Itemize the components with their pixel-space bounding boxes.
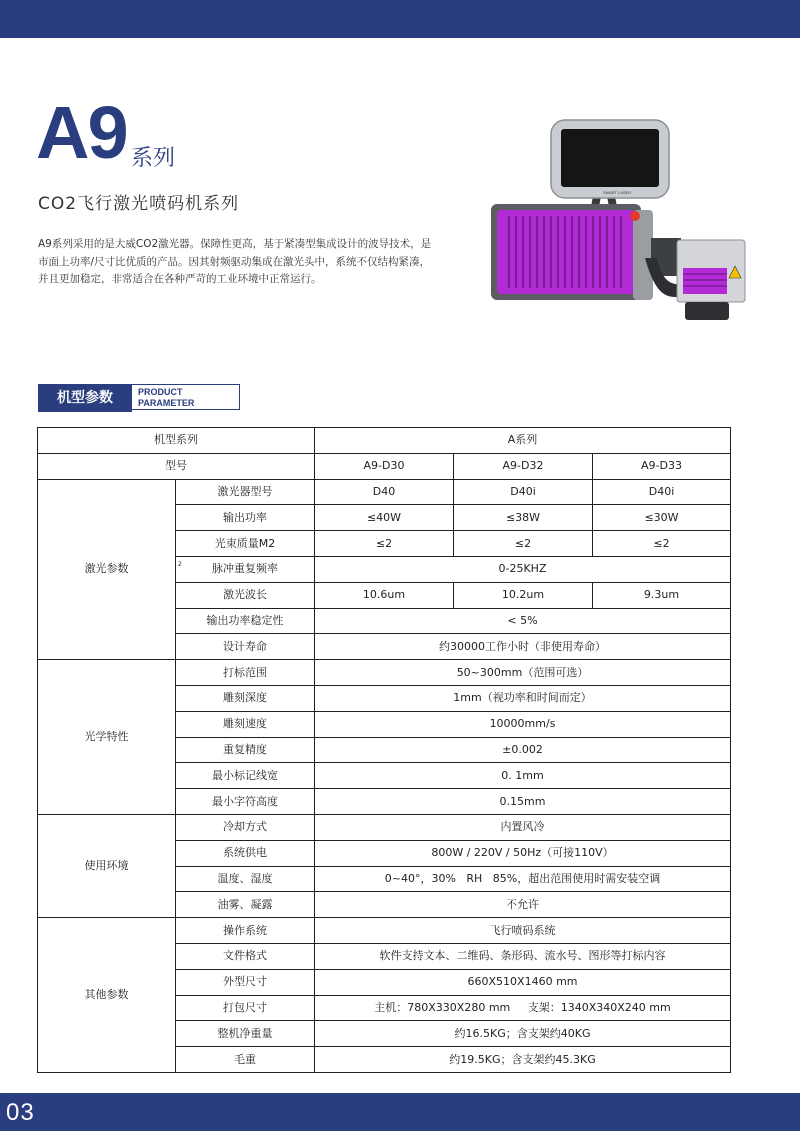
- param-label-cell: 雕刻深度: [176, 685, 315, 711]
- param-label-cell: 最小字符高度: [176, 789, 315, 815]
- intro-paragraph: A9系列采用的是大威CO2激光器。保障性更高，基于紧凑型集成设计的波导技术，是市面上功率/尺寸比优质的产品。因其射频驱动集成在激光头中，系统不仅结构紧凑，并且更加稳定，非常适合在各种严苛的工业环境中正常运行。: [38, 238, 432, 285]
- param-value-cell: 0. 1mm: [315, 763, 731, 789]
- top-bar: [0, 0, 800, 38]
- param-value-cell: 0~40°，30% RH 85%，超出范围使用时需安装空调: [315, 866, 731, 892]
- param-label-cell: 重复精度: [176, 737, 315, 763]
- group-label-cell: 其他参数: [38, 918, 176, 1073]
- series-code: A9: [36, 91, 127, 174]
- param-label-cell: 毛重: [176, 1047, 315, 1073]
- param-value-cell: 内置风冷: [315, 814, 731, 840]
- param-value-cell: 约19.5KG；含支架约45.3KG: [315, 1047, 731, 1073]
- screen-brand: SMART LASER: [603, 190, 632, 195]
- param-value-cell: 1mm（视功率和时间而定）: [315, 685, 731, 711]
- table-row: [38, 918, 731, 944]
- param-value-cell: 约16.5KG；含支架约40KG: [315, 1021, 731, 1047]
- section-title-en-line1: PRODUCT: [138, 387, 183, 397]
- param-value-cell: ≤38W: [454, 505, 593, 531]
- param-value-cell: D40i: [593, 479, 731, 505]
- param-label-cell: 雕刻速度: [176, 711, 315, 737]
- param-label-cell: 设计寿命: [176, 634, 315, 660]
- group-label-cell: 使用环境: [38, 814, 176, 917]
- section-title-en: [132, 384, 240, 410]
- series-value-cell: A系列: [315, 428, 731, 454]
- param-label-cell: 打标范围: [176, 660, 315, 686]
- param-value-cell: 0.15mm: [315, 789, 731, 815]
- param-label-cell: 激光器型号: [176, 479, 315, 505]
- table-row: [38, 660, 731, 686]
- param-label-cell: 激光波长: [176, 582, 315, 608]
- param-label-cell: 冷却方式: [176, 814, 315, 840]
- param-value-cell: D40i: [454, 479, 593, 505]
- param-value-cell: 10.2um: [454, 582, 593, 608]
- param-value-cell: 660X510X1460 mm: [315, 969, 731, 995]
- param-value-cell: 约30000工作小时（非使用寿命）: [315, 634, 731, 660]
- table-row: [38, 479, 731, 505]
- param-label-cell: 输出功率: [176, 505, 315, 531]
- series-label-cell: 机型系列: [38, 428, 315, 454]
- param-label-text: 脉冲重复频率: [212, 562, 278, 576]
- param-label-cell: 最小标记线宽: [176, 763, 315, 789]
- group-label-cell: 激光参数: [38, 479, 176, 660]
- param-label-cell: 光束质量M2: [176, 531, 315, 557]
- param-label-cell: [176, 556, 315, 582]
- model-cell: A9-D32: [454, 453, 593, 479]
- section-title-cn: 机型参数: [38, 384, 132, 412]
- table-row: [38, 453, 731, 479]
- param-label-cell: 操作系统: [176, 918, 315, 944]
- parameter-table: [37, 427, 731, 1073]
- table-row: [38, 814, 731, 840]
- section-title-en-line2: PARAMETER: [138, 398, 195, 408]
- param-value-cell: D40: [315, 479, 454, 505]
- group-label-cell: 光学特性: [38, 660, 176, 815]
- param-value-cell: ≤30W: [593, 505, 731, 531]
- param-label-cell: 整机净重量: [176, 1021, 315, 1047]
- param-value-cell: ≤2: [593, 531, 731, 557]
- series-suffix: 系列: [131, 146, 176, 171]
- param-label-cell: 文件格式: [176, 943, 315, 969]
- param-value-cell: 800W / 220V / 50Hz（可接110V）: [315, 840, 731, 866]
- param-label-cell: 温度、湿度: [176, 866, 315, 892]
- bottom-bar: [0, 1093, 800, 1131]
- param-value-cell: ±0.002: [315, 737, 731, 763]
- model-cell: A9-D30: [315, 453, 454, 479]
- param-value-cell: ≤40W: [315, 505, 454, 531]
- param-value-cell: 10000mm/s: [315, 711, 731, 737]
- param-value-cell: 飞行喷码系统: [315, 918, 731, 944]
- param-value-cell: < 5%: [315, 608, 731, 634]
- table-row: [38, 428, 731, 454]
- param-value-cell: 软件支持文本、二维码、条形码、流水号、图形等打标内容: [315, 943, 731, 969]
- laser-coder-product-image: [485, 118, 753, 323]
- model-label-cell: 型号: [38, 453, 315, 479]
- param-label-cell: 系统供电: [176, 840, 315, 866]
- param-label-cell: 打包尺寸: [176, 995, 315, 1021]
- param-value-cell: 50~300mm（范围可选）: [315, 660, 731, 686]
- param-value-cell: 0-25KHZ: [315, 556, 731, 582]
- param-value-cell: ≤2: [315, 531, 454, 557]
- param-label-cell: 输出功率稳定性: [176, 608, 315, 634]
- model-cell: A9-D33: [593, 453, 731, 479]
- param-label-cell: 油雾、凝露: [176, 892, 315, 918]
- param-label-cell: 外型尺寸: [176, 969, 315, 995]
- param-value-cell: ≤2: [454, 531, 593, 557]
- param-value-cell: 不允许: [315, 892, 731, 918]
- param-value-cell: 10.6um: [315, 582, 454, 608]
- param-value-cell: 主机：780X330X280 mm 支架：1340X340X240 mm: [315, 995, 731, 1021]
- param-value-cell: 9.3um: [593, 582, 731, 608]
- page-number: 03: [6, 1099, 35, 1126]
- footnote-mark: 2: [178, 560, 182, 568]
- page-subtitle: CO2飞行激光喷码机系列: [38, 194, 240, 214]
